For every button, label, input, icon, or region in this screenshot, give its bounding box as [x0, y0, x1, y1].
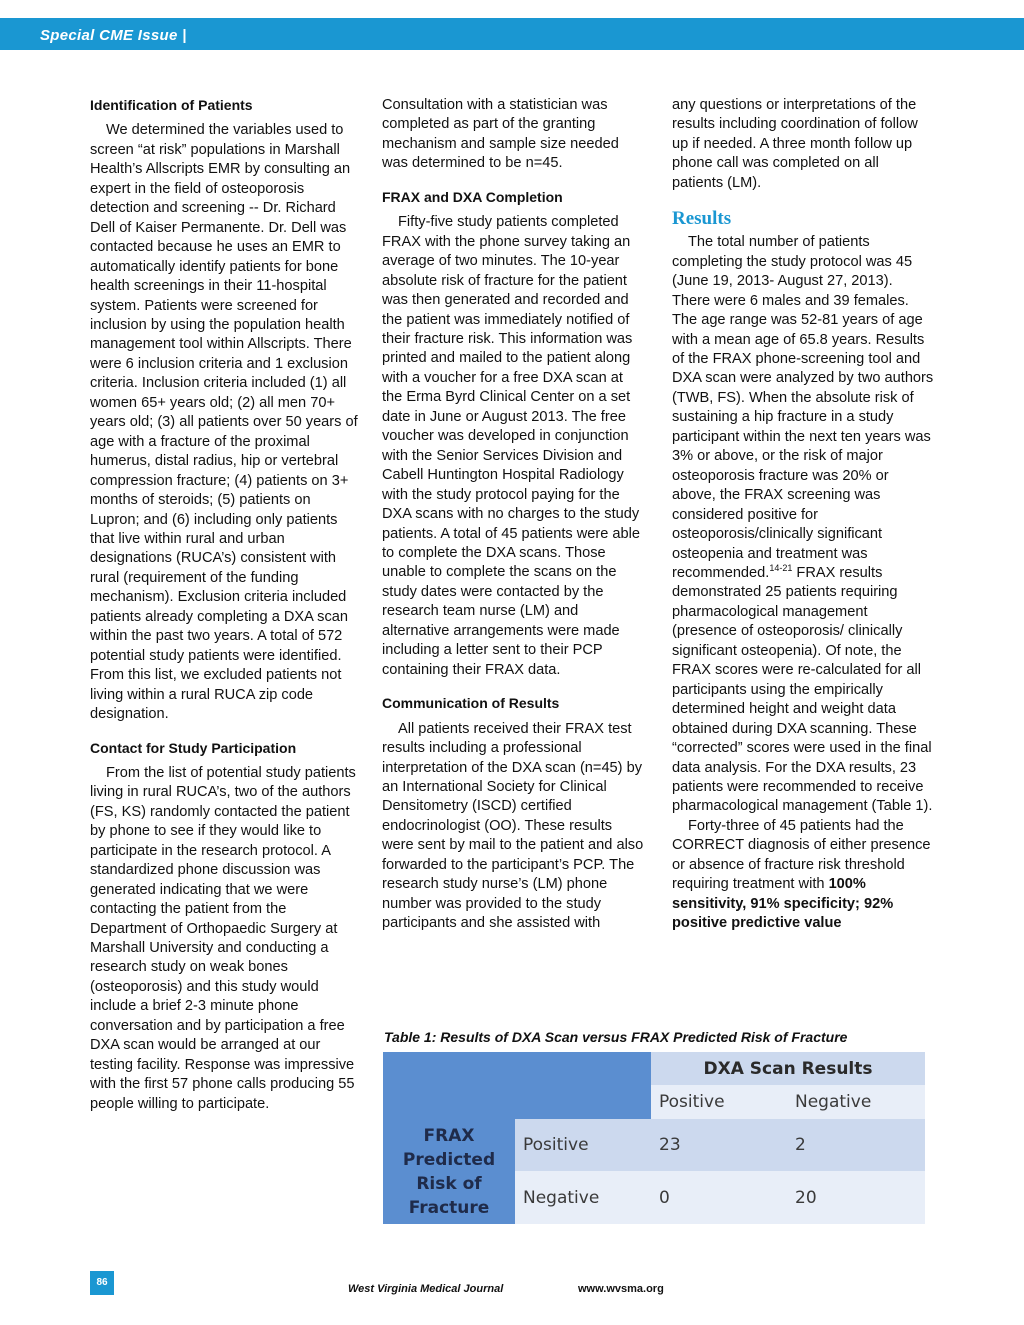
page-number: 86 [90, 1271, 114, 1295]
dxa-header: DXA Scan Results [651, 1052, 925, 1085]
subhead-identification: Identification of Patients [90, 97, 253, 113]
header-bar [0, 18, 1024, 50]
section-label: Special CME Issue | [40, 27, 187, 44]
paragraph-communication: All patients received their FRAX test results including a professional interpretation of the DXA scan (n=45) by an International Society for Clinical Densitometry (ISCD) certified endocrinologist (OO). These results were sent by mail to the patient and also forwarded to the participant’s PCP. The research study nurse’s (LM) phone number was provided to the study participants and she assisted with [382, 720, 644, 932]
paragraph-consultation: Consultation with a statistician was completed as part of the granting mechanism and sample size needed was determined to be n=45. [382, 97, 619, 172]
cell-pos-neg: 2 [787, 1119, 925, 1171]
column-3 [672, 96, 934, 934]
paragraph-followup: any questions or interpretations of the results including coordination of follow up if needed. A three month follow up phone call was completed on all patients (LM). [672, 97, 918, 191]
row-header-negative: Negative [515, 1171, 651, 1224]
col-header-positive: Positive [651, 1085, 787, 1119]
col-header-negative: Negative [787, 1085, 925, 1119]
paragraph-frax-dxa: Fifty-five study patients completed FRAX with the phone survey taking an average of two minutes. The 10-year absolute risk of fracture for the patient was then generated and recorded and the patient was immediately notified of their fracture risk. This information was printed and mailed to the patient along with a voucher for a free DXA scan at the Erma Byrd Clinical Center on a set date in June or August 2013. The free voucher was developed in conjunction with the Senior Services Division and Cabell Huntington Hospital Radiology with the study protocol paying for the DXA scans with no charges to the study patients. A total of 45 patients were able to complete the DXA scans. Those unable to complete the scans on the study dates were contacted by the research team nurse (LM) and alternative arrangements were made including a letter sent to their PCP containing their FRAX data. [382, 214, 640, 678]
journal-name: West Virginia Medical Journal [348, 1283, 504, 1295]
journal-url: www.wvsma.org [578, 1283, 664, 1295]
frax-row-header: FRAX Predicted Risk of Fracture [383, 1119, 515, 1224]
cell-neg-pos: 0 [651, 1171, 787, 1224]
table-caption: Table 1: Results of DXA Scan versus FRAX Predicted Risk of Fracture [384, 1029, 848, 1045]
sensitivity-highlight: 100% sensitivity, 91% specificity; 92% positive predictive value [672, 876, 894, 932]
citation-superscript: 14-21 [769, 563, 793, 574]
table-corner-2 [383, 1085, 651, 1119]
paragraph-results-1: The total number of patients completing the study protocol was 45 (June 19, 2013- August 27, 2013). There were 6 males and 39 females. The age range was 52-81 years of age with a mean age of 65.8 years. Results of the FRAX phone-screening tool and DXA scan were analyzed by two authors (TWB, FS). When the absolute risk of sustaining a hip fracture in a study participant within the next ten years was 3% or above, or the risk of major osteoporosis fracture was 20% or above, the FRAX screening was considered positive for osteoporosis/clinically significant osteopenia and treatment was recommended.$^{14-21}$ FRAX results demonstrated 25 patients requiring pharmacological management (presence of osteoporosis/ clinically significant osteopenia). Of note, the FRAX scores were re-calculated for all participants using the empirically determined height and weight data obtained during DXA scanning. These “corrected” scores were used in the final data analysis. For the DXA results, 23 patients were recommended to receive pharmacological management (Table 1). [672, 234, 934, 815]
row-header-positive: Positive [515, 1119, 651, 1171]
cell-neg-neg: 20 [787, 1171, 925, 1224]
subhead-contact: Contact for Study Participation [90, 739, 297, 756]
paragraph-identification: We determined the variables used to screen “at risk” populations in Marshall Health’s Allscripts EMR by consulting an expert in the field of osteoporosis detection and screening -- Dr. Richard Dell of Kaiser Permanente. Dr. Dell was contacted because he uses an EMR to automatically identify patients for bone health screenings in their 11-hospital system. Patients were screened for inclusion by using the population health management tool within Allscripts. There were 6 inclusion criteria and 1 exclusion criteria. Inclusion criteria included (1) all women 65+ years old; (2) all men 70+ years old; (3) all patients over 50 years of age with a fracture of the proximal humerus, distal radius, hip or vertebral compression fracture; (4) patients on 3+ months of steroids; (5) patients on Lupron; and (6) including only patients that live within rural and urban designations (RUCA’s) consistent with rural (requirement of the funding mechanism). Exclusion criteria included patients already completing a DXA scan within the past two years. A total of 572 potential study patients were identified. From this list, we excluded patients not living within a rural RUCA zip code designation. [90, 122, 358, 723]
column-2 [382, 96, 644, 934]
cell-pos-pos: 23 [651, 1119, 787, 1171]
results-heading: Results [672, 208, 732, 230]
column-1 [90, 96, 358, 1114]
results-table [383, 1052, 925, 1224]
subhead-communication: Communication of Results [382, 695, 560, 712]
table-corner [383, 1052, 651, 1085]
paragraph-results-2: Forty-three of 45 patients had the CORRECT diagnosis of either presence or absence of fracture risk threshold requiring treatment with 100% sensitivity, 91% specificity; 92% positive predictive value [672, 817, 931, 932]
subhead-frax-dxa: FRAX and DXA Completion [382, 188, 563, 205]
paragraph-contact: From the list of potential study patients living in rural RUCA’s, two of the authors (FS, KS) randomly contacted the patient by phone to see if they would like to participate in the research protocol. A standardized phone discussion was generated indicating that we were contacting the patient from the Department of Orthopaedic Surgery at Marshall University and conducting a research study on weak bones (osteoporosis) and this study would include a brief 2-3 minute phone conversation and by participation a free DXA scan would be arranged at our testing facility. Response was impressive with the first 57 phone calls producing 55 people willing to participate. [90, 764, 356, 1112]
